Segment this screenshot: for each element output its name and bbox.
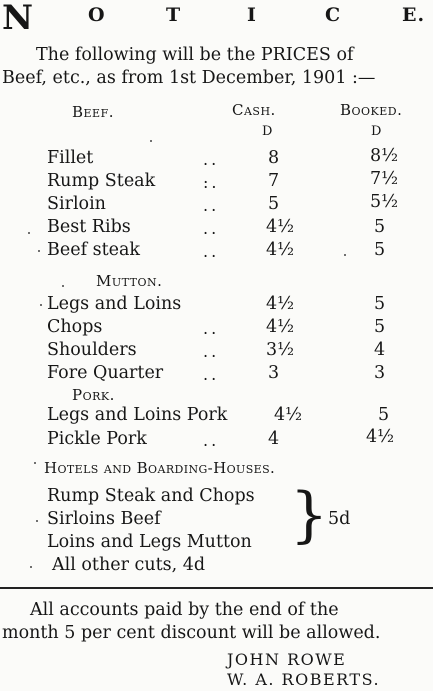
beef-item-booked: 5 [374,240,386,260]
leader-dots: .. [203,196,220,215]
beef-item-booked: 7½ [370,169,399,189]
footer-line-2: month 5 per cent discount will be allowed. [2,623,381,643]
brace-icon: } [290,480,329,550]
beef-item-cash: 4½ [266,240,295,260]
mutton-item-booked: 3 [374,363,386,383]
print-speck [38,250,40,252]
mutton-item-name: Shoulders [47,340,137,360]
mutton-item-booked: 5 [374,294,386,314]
intro-line-2: Beef, etc., as from 1st December, 1901 :— [2,68,376,88]
booked-unit: D [371,124,382,139]
leader-dots: .. [203,342,220,361]
notice-letter: E. [402,4,426,26]
print-speck [36,520,38,522]
beef-item-name: Best Ribs [47,217,131,237]
beef-header: Beef. [72,103,114,121]
hotels-line: Sirloins Beef [47,509,161,529]
print-speck [34,462,36,464]
mutton-item-name: Chops [47,317,103,337]
beef-item-cash: 7 [268,171,280,191]
leader-dots: .. [203,242,220,261]
print-speck [30,566,32,568]
hotels-header: Hotels and Boarding-Houses. [44,459,276,477]
notice-letter: O [88,4,106,26]
print-speck [28,232,30,234]
mutton-item-cash: 4½ [266,294,295,314]
print-speck [344,254,346,256]
divider-rule [0,587,433,589]
beef-item-name: Beef steak [47,240,141,260]
beef-item-name: Fillet [47,148,94,168]
hotels-line: Rump Steak and Chops [47,486,255,506]
pork-item-cash: 4½ [274,405,303,425]
pork-item-booked: 4½ [366,427,395,447]
notice-initial: N [2,0,34,38]
hotels-line: Loins and Legs Mutton [47,532,252,552]
intro-line-1: The following will be the PRICES of [36,45,354,65]
beef-item-booked: 8½ [370,146,399,166]
mutton-item-cash: 4½ [266,317,295,337]
pork-item-name: Pickle Pork [47,429,147,449]
beef-item-name: Rump Steak [47,171,156,191]
pork-header: Pork. [72,386,115,404]
beef-item-cash: 8 [268,148,280,168]
pork-item-booked: 5 [378,405,390,425]
mutton-item-name: Legs and Loins [47,294,182,314]
signatory-1: JOHN ROWE [227,650,347,669]
mutton-item-booked: 4 [374,340,386,360]
beef-item-cash: 4½ [266,217,295,237]
leader-dots: .. [203,219,220,238]
notice-letter: T [166,4,182,26]
cash-unit: D [262,124,273,139]
mutton-item-cash: 3 [268,363,280,383]
print-speck [62,285,64,287]
notice-letter: I [247,4,257,26]
leader-dots: .. [203,365,220,384]
hotels-price: 5d [328,509,351,529]
beef-item-booked: 5 [374,217,386,237]
leader-dots: .. [203,150,220,169]
beef-item-name: Sirloin [47,194,106,214]
leader-dots: .. [203,319,220,338]
mutton-header: Mutton. [96,272,163,290]
pork-item-name: Legs and Loins Pork [47,405,228,425]
beef-item-cash: 5 [268,194,280,214]
leader-dots: .. [203,431,220,450]
beef-item-booked: 5½ [370,192,399,212]
pork-item-cash: 4 [268,429,280,449]
print-speck [40,304,42,306]
mutton-item-booked: 5 [374,317,386,337]
cash-column-header: Cash. [232,101,276,119]
print-speck [150,140,152,142]
signatory-2: W. A. ROBERTS. [227,670,381,689]
mutton-item-cash: 3½ [266,340,295,360]
booked-column-header: Booked. [340,101,403,119]
leader-dots: :. [203,173,220,192]
notice-letter: C [325,4,342,26]
mutton-item-name: Fore Quarter [47,363,164,383]
footer-line-1: All accounts paid by the end of the [30,600,339,620]
hotels-other-cuts: All other cuts, 4d [52,555,206,575]
